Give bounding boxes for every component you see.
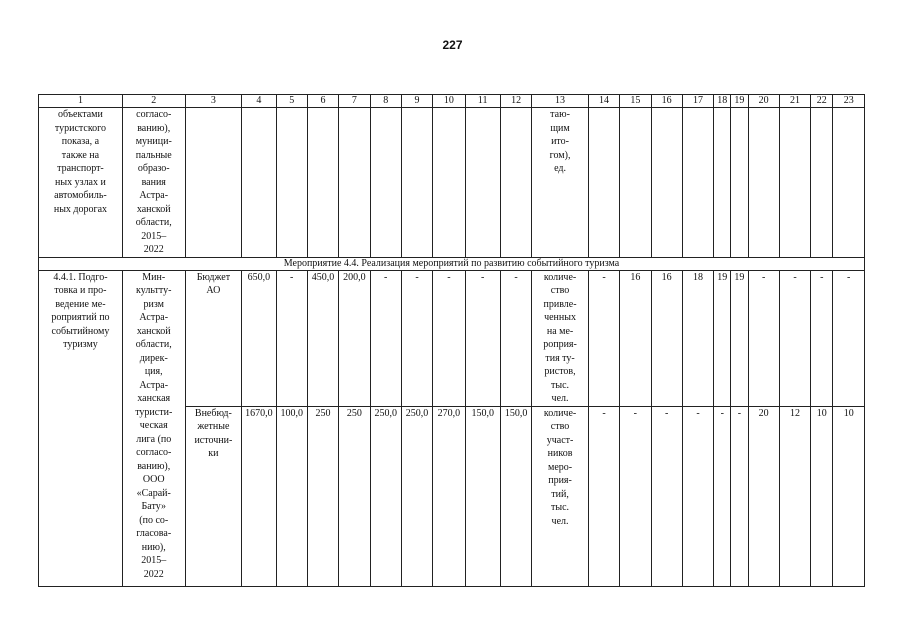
target-cell: - xyxy=(731,406,748,586)
amount-cell: 100,0 xyxy=(276,406,307,586)
col-number: 14 xyxy=(588,95,619,108)
col-number: 21 xyxy=(779,95,810,108)
col-number: 18 xyxy=(714,95,731,108)
amount-cell: 200,0 xyxy=(339,270,370,406)
continued-row xyxy=(39,108,865,258)
target-cell: 10 xyxy=(811,406,833,586)
col-number: 9 xyxy=(401,95,432,108)
amount-cell: 450,0 xyxy=(307,270,338,406)
col-number: 2 xyxy=(122,95,185,108)
amount-cell: 270,0 xyxy=(433,406,465,586)
col-number: 10 xyxy=(433,95,465,108)
section-title: Мероприятие 4.4. Реализация мероприятий по развитию событийного туризма xyxy=(39,257,865,270)
executor-cont: согласо- ванию), муници- пальные образо- вания Астра- ханской области, 2015– 2022 xyxy=(122,108,185,258)
col-number: 3 xyxy=(185,95,242,108)
amount-cell: 250 xyxy=(307,406,338,586)
col-number: 11 xyxy=(465,95,500,108)
amount-cell: - xyxy=(276,270,307,406)
funding-source-budget: Бюджет АО xyxy=(185,270,242,406)
col-number: 4 xyxy=(242,95,276,108)
target-cell: - xyxy=(714,406,731,586)
amount-cell: 250,0 xyxy=(370,406,401,586)
indicator-name: количе- ство привле- ченных на ме- роприя- тия ту- ристов, тыс. чел. xyxy=(532,270,589,406)
col-number: 17 xyxy=(682,95,713,108)
col-number: 23 xyxy=(833,95,865,108)
col-number: 19 xyxy=(731,95,748,108)
target-cell: 10 xyxy=(833,406,865,586)
target-cell: 19 xyxy=(731,270,748,406)
col-number: 16 xyxy=(651,95,682,108)
amount-cell: 1670,0 xyxy=(242,406,276,586)
amount-cell: - xyxy=(401,270,432,406)
measure-name-cont: объектами туристского показа, а также на транспорт- ных узлах и автомобиль- ных дорогах xyxy=(39,108,123,258)
section-row xyxy=(39,257,865,270)
activity-name: 4.4.1. Подго- товка и про- ведение ме- роприятий по событийному туризму xyxy=(39,270,123,586)
amount-cell: - xyxy=(433,270,465,406)
target-cell: - xyxy=(588,270,619,406)
target-cell: - xyxy=(682,406,713,586)
col-number: 12 xyxy=(500,95,531,108)
col-number: 7 xyxy=(339,95,370,108)
target-cell: 18 xyxy=(682,270,713,406)
target-cell: - xyxy=(588,406,619,586)
amount-cell: - xyxy=(500,270,531,406)
indicator-name: количе- ство участ- ников меро- прия- тий, тыс. чел. xyxy=(532,406,589,586)
target-cell: 20 xyxy=(748,406,779,586)
target-cell: - xyxy=(620,406,651,586)
col-number: 13 xyxy=(532,95,589,108)
column-number-row xyxy=(39,95,865,108)
target-cell: - xyxy=(779,270,810,406)
col-number: 6 xyxy=(307,95,338,108)
target-cell: 12 xyxy=(779,406,810,586)
amount-cell: - xyxy=(370,270,401,406)
target-cell: 16 xyxy=(620,270,651,406)
activity-executors: Мин- культту- ризм Астра- ханской области, дирек- ция, Астра- ханская туристи- ческая лига (по согласо- ванию), ООО «Сарай- Бату» (по со- гласова- нию), 2015– 2022 xyxy=(122,270,185,586)
amount-cell: - xyxy=(465,270,500,406)
target-cell: - xyxy=(748,270,779,406)
page-number: 227 xyxy=(442,38,463,52)
amount-cell: 150,0 xyxy=(500,406,531,586)
target-cell: - xyxy=(651,406,682,586)
indicator-cont: таю- щим ито- гом), ед. xyxy=(532,108,589,258)
target-cell: 19 xyxy=(714,270,731,406)
funding-source-extrabudget: Внебюд- жетные источни- ки xyxy=(185,406,242,586)
col-number: 20 xyxy=(748,95,779,108)
activity-budget-row xyxy=(39,270,865,406)
col-number: 5 xyxy=(276,95,307,108)
target-cell: - xyxy=(833,270,865,406)
col-number: 8 xyxy=(370,95,401,108)
amount-cell: 650,0 xyxy=(242,270,276,406)
col-number: 22 xyxy=(811,95,833,108)
amount-cell: 250 xyxy=(339,406,370,586)
amount-cell: 250,0 xyxy=(401,406,432,586)
program-table xyxy=(38,94,865,587)
amount-cell: 150,0 xyxy=(465,406,500,586)
target-cell: - xyxy=(811,270,833,406)
target-cell: 16 xyxy=(651,270,682,406)
col-number: 15 xyxy=(620,95,651,108)
col-number: 1 xyxy=(39,95,123,108)
